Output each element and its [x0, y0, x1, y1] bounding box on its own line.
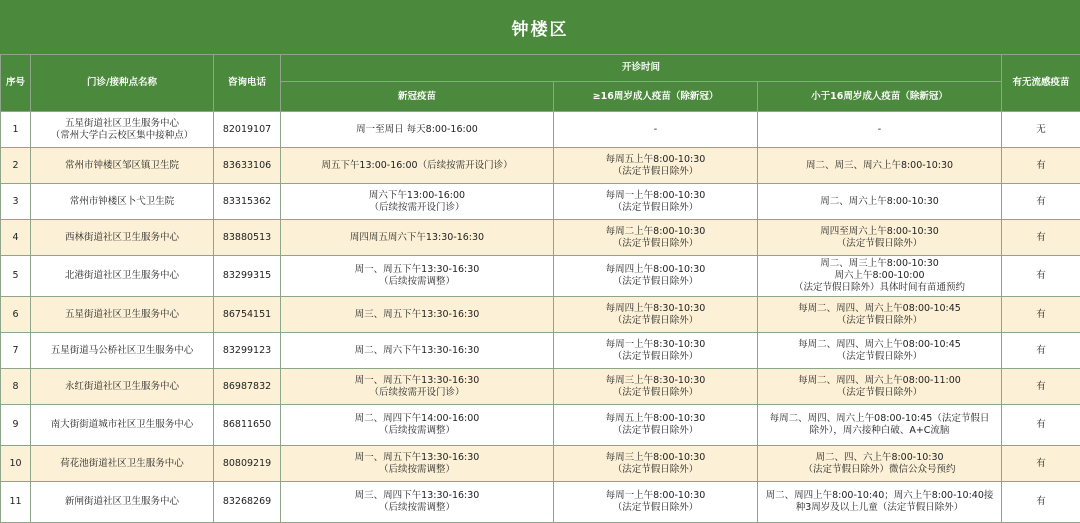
child-vaccine-hours-line: （法定节假日除外）: [761, 238, 998, 250]
table-row: [1, 220, 1080, 256]
child-vaccine-hours-line: -: [761, 124, 998, 136]
adult-vaccine-hours: [554, 220, 758, 256]
clinic-name-line: 五星街道社区卫生服务中心: [34, 118, 210, 130]
table-row: [1, 184, 1080, 220]
adult-vaccine-hours-line: 每周一上午8:00-10:30: [557, 190, 754, 202]
flu-availability: 有: [1002, 184, 1080, 220]
covid-hours-line: （后续按需调整）: [284, 425, 550, 437]
covid-hours: [281, 256, 554, 297]
flu-availability: 有: [1002, 220, 1080, 256]
child-vaccine-hours: [758, 333, 1002, 369]
page-title: 钟楼区: [0, 0, 1080, 54]
covid-hours-line: 周三、周四下午13:30-16:30: [284, 490, 550, 502]
covid-hours-line: 周一、周五下午13:30-16:30: [284, 375, 550, 387]
covid-hours-line: 周二、周四下午14:00-16:00: [284, 413, 550, 425]
adult-vaccine-hours-line: （法定节假日除外）: [557, 276, 754, 288]
table-row: [1, 482, 1080, 523]
adult-vaccine-hours: [554, 482, 758, 523]
covid-hours-line: 周五下午13:00-16:00（后续按需开设门诊）: [284, 160, 550, 172]
row-number: 9: [1, 405, 31, 446]
adult-vaccine-hours-line: 每周三上午8:00-10:30: [557, 452, 754, 464]
phone-number: 83315362: [214, 184, 281, 220]
table-body: [1, 112, 1080, 523]
flu-availability: 有: [1002, 405, 1080, 446]
row-number: 5: [1, 256, 31, 297]
row-number: 8: [1, 369, 31, 405]
table-header: [1, 55, 1080, 112]
covid-hours-line: （后续按需调整）: [284, 464, 550, 476]
adult-vaccine-hours-line: 每周五上午8:00-10:30: [557, 154, 754, 166]
clinic-name-line: 新闸街道社区卫生服务中心: [34, 496, 210, 508]
covid-hours-line: 周四周五周六下午13:30-16:30: [284, 232, 550, 244]
clinic-name-line: 南大街街道城市社区卫生服务中心: [34, 419, 210, 431]
covid-hours-line: （后续按需开设门诊）: [284, 387, 550, 399]
adult-vaccine-hours: [554, 148, 758, 184]
child-vaccine-hours-line: 每周二、周四、周六上午08:00-11:00: [761, 375, 998, 387]
header-flu: 有无流感疫苗: [1002, 55, 1080, 112]
table-row: [1, 148, 1080, 184]
phone-number: 83268269: [214, 482, 281, 523]
child-vaccine-hours: [758, 297, 1002, 333]
adult-vaccine-hours: [554, 333, 758, 369]
adult-vaccine-hours-line: -: [557, 124, 754, 136]
adult-vaccine-hours-line: 每周一上午8:30-10:30: [557, 339, 754, 351]
clinic-name: [31, 184, 214, 220]
table-row: [1, 256, 1080, 297]
header-name: 门诊/接种点名称: [31, 55, 214, 112]
row-number: 10: [1, 446, 31, 482]
adult-vaccine-hours-line: （法定节假日除外）: [557, 464, 754, 476]
covid-hours: [281, 333, 554, 369]
table-row: [1, 405, 1080, 446]
clinic-name: [31, 297, 214, 333]
adult-vaccine-hours-line: （法定节假日除外）: [557, 202, 754, 214]
table-row: [1, 333, 1080, 369]
table-row: [1, 369, 1080, 405]
covid-hours-line: 周一、周五下午13:30-16:30: [284, 264, 550, 276]
adult-vaccine-hours-line: 每周四上午8:00-10:30: [557, 264, 754, 276]
flu-availability: 无: [1002, 112, 1080, 148]
clinic-name: [31, 148, 214, 184]
flu-availability: 有: [1002, 446, 1080, 482]
phone-number: 83299315: [214, 256, 281, 297]
clinic-name: [31, 446, 214, 482]
schedule-table: [0, 54, 1080, 523]
table-row: [1, 297, 1080, 333]
child-vaccine-hours-line: （法定节假日除外）微信公众号预约: [761, 464, 998, 476]
covid-hours: [281, 148, 554, 184]
adult-vaccine-hours: [554, 297, 758, 333]
child-vaccine-hours-line: 周六上午8:00-10:00: [761, 270, 998, 282]
child-vaccine-hours-line: 周二、周四上午8:00-10:40；周六上午8:00-10:40接: [761, 490, 998, 502]
child-vaccine-hours: [758, 446, 1002, 482]
child-vaccine-hours-line: 周二、四、六上午8:00-10:30: [761, 452, 998, 464]
child-vaccine-hours: [758, 184, 1002, 220]
child-vaccine-hours: [758, 148, 1002, 184]
phone-number: 86754151: [214, 297, 281, 333]
child-vaccine-hours-line: 每周二、周四、周六上午08:00-10:45（法定节假日: [761, 413, 998, 425]
phone-number: 82019107: [214, 112, 281, 148]
flu-availability: 有: [1002, 333, 1080, 369]
phone-number: 86987832: [214, 369, 281, 405]
child-vaccine-hours-line: （法定节假日除外）: [761, 315, 998, 327]
adult-vaccine-hours-line: （法定节假日除外）: [557, 238, 754, 250]
covid-hours: [281, 482, 554, 523]
adult-vaccine-hours-line: 每周一上午8:00-10:30: [557, 490, 754, 502]
covid-hours-line: （后续按需开设门诊）: [284, 202, 550, 214]
child-vaccine-hours-line: 每周二、周四、周六上午08:00-10:45: [761, 339, 998, 351]
adult-vaccine-hours: [554, 405, 758, 446]
child-vaccine-hours-line: 除外），周六接种白破、A+C流脑: [761, 425, 998, 437]
phone-number: 83633106: [214, 148, 281, 184]
row-number: 11: [1, 482, 31, 523]
flu-availability: 有: [1002, 482, 1080, 523]
covid-hours-line: 周一至周日 每天8:00-16:00: [284, 124, 550, 136]
flu-availability: 有: [1002, 369, 1080, 405]
flu-availability: 有: [1002, 148, 1080, 184]
flu-availability: 有: [1002, 297, 1080, 333]
clinic-name: [31, 256, 214, 297]
header-adult: ≥16周岁成人疫苗（除新冠）: [554, 82, 758, 112]
clinic-name: [31, 369, 214, 405]
adult-vaccine-hours-line: （法定节假日除外）: [557, 315, 754, 327]
child-vaccine-hours: [758, 405, 1002, 446]
adult-vaccine-hours: [554, 184, 758, 220]
child-vaccine-hours: [758, 256, 1002, 297]
child-vaccine-hours-line: 种3周岁及以上儿童（法定节假日除外）: [761, 502, 998, 514]
row-number: 7: [1, 333, 31, 369]
child-vaccine-hours-line: 周二、周三、周六上午8:00-10:30: [761, 160, 998, 172]
child-vaccine-hours: [758, 369, 1002, 405]
child-vaccine-hours-line: 周四至周六上午8:00-10:30: [761, 226, 998, 238]
adult-vaccine-hours-line: （法定节假日除外）: [557, 387, 754, 399]
clinic-name: [31, 112, 214, 148]
child-vaccine-hours-line: （法定节假日除外）: [761, 351, 998, 363]
covid-hours-line: 周三、周五下午13:30-16:30: [284, 309, 550, 321]
adult-vaccine-hours-line: 每周四上午8:30-10:30: [557, 303, 754, 315]
child-vaccine-hours-line: 周二、周三上午8:00-10:30: [761, 258, 998, 270]
clinic-name-line: 常州市钟楼区卜弋卫生院: [34, 196, 210, 208]
clinic-name: [31, 482, 214, 523]
covid-hours: [281, 405, 554, 446]
covid-hours: [281, 184, 554, 220]
child-vaccine-hours-line: （法定节假日除外）具体时间有苗通预约: [761, 282, 998, 294]
row-number: 2: [1, 148, 31, 184]
header-phone: 咨询电话: [214, 55, 281, 112]
adult-vaccine-hours-line: 每周二上午8:00-10:30: [557, 226, 754, 238]
row-number: 6: [1, 297, 31, 333]
child-vaccine-hours-line: 每周二、周四、周六上午08:00-10:45: [761, 303, 998, 315]
adult-vaccine-hours: [554, 112, 758, 148]
clinic-name-line: （常州大学白云校区集中接种点）: [34, 130, 210, 142]
row-number: 3: [1, 184, 31, 220]
covid-hours: [281, 369, 554, 405]
covid-hours: [281, 297, 554, 333]
adult-vaccine-hours-line: 每周五上午8:00-10:30: [557, 413, 754, 425]
header-child: 小于16周岁成人疫苗（除新冠）: [758, 82, 1002, 112]
adult-vaccine-hours: [554, 256, 758, 297]
child-vaccine-hours: [758, 112, 1002, 148]
clinic-name-line: 常州市钟楼区邹区镇卫生院: [34, 160, 210, 172]
child-vaccine-hours: [758, 482, 1002, 523]
phone-number: 83880513: [214, 220, 281, 256]
covid-hours-line: 周二、周六下午13:30-16:30: [284, 345, 550, 357]
table-row: [1, 446, 1080, 482]
clinic-name: [31, 405, 214, 446]
child-vaccine-hours: [758, 220, 1002, 256]
header-hours: 开诊时间: [281, 55, 1002, 82]
phone-number: 86811650: [214, 405, 281, 446]
child-vaccine-hours-line: 周二、周六上午8:00-10:30: [761, 196, 998, 208]
row-number: 4: [1, 220, 31, 256]
adult-vaccine-hours: [554, 369, 758, 405]
covid-hours-line: （后续按需调整）: [284, 276, 550, 288]
covid-hours-line: （后续按需调整）: [284, 502, 550, 514]
adult-vaccine-hours-line: （法定节假日除外）: [557, 425, 754, 437]
adult-vaccine-hours-line: 每周三上午8:30-10:30: [557, 375, 754, 387]
child-vaccine-hours-line: （法定节假日除外）: [761, 387, 998, 399]
phone-number: 83299123: [214, 333, 281, 369]
clinic-name-line: 荷花池街道社区卫生服务中心: [34, 458, 210, 470]
flu-availability: 有: [1002, 256, 1080, 297]
adult-vaccine-hours-line: （法定节假日除外）: [557, 351, 754, 363]
covid-hours-line: 周六下午13:00-16:00: [284, 190, 550, 202]
clinic-name: [31, 220, 214, 256]
clinic-name-line: 五星街道马公桥社区卫生服务中心: [34, 345, 210, 357]
covid-hours: [281, 112, 554, 148]
clinic-name-line: 北港街道社区卫生服务中心: [34, 270, 210, 282]
clinic-name-line: 西林街道社区卫生服务中心: [34, 232, 210, 244]
table-row: [1, 112, 1080, 148]
clinic-name-line: 永红街道社区卫生服务中心: [34, 381, 210, 393]
adult-vaccine-hours: [554, 446, 758, 482]
header-covid: 新冠疫苗: [281, 82, 554, 112]
clinic-name: [31, 333, 214, 369]
adult-vaccine-hours-line: （法定节假日除外）: [557, 166, 754, 178]
row-number: 1: [1, 112, 31, 148]
header-no: 序号: [1, 55, 31, 112]
phone-number: 80809219: [214, 446, 281, 482]
covid-hours: [281, 446, 554, 482]
clinic-name-line: 五星街道社区卫生服务中心: [34, 309, 210, 321]
adult-vaccine-hours-line: （法定节假日除外）: [557, 502, 754, 514]
covid-hours: [281, 220, 554, 256]
covid-hours-line: 周一、周五下午13:30-16:30: [284, 452, 550, 464]
